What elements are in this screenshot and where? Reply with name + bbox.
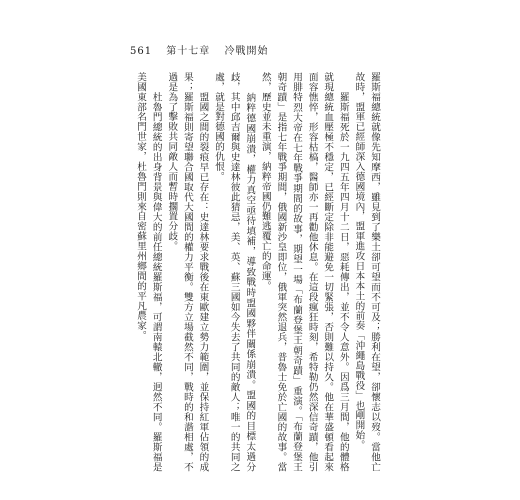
chapter-label: 第十七章 (166, 46, 211, 57)
page-number: 561 (130, 46, 153, 57)
paragraph: 納粹德國崩潰，權力真空亟待填補，導致戰時盟國夥伴關係崩潰。盟國的目標太過分歧，其中邱吉爾與史達林彼此猜忌，美、英、蘇三國如今失去了共同的敵人；唯一的共同之處，就是對德國的仇恨。 (213, 72, 256, 472)
body-text (135, 72, 382, 472)
paragraph: 杜魯門總統的出身背景與偉大的前任總統羅斯福，可謂南轅北轍，迥然不同。羅斯福是美國東部名門世家，杜魯門則來自密蘇里州鄉間的平凡農家。 (135, 72, 162, 472)
chapter-title: 冷戰開始 (224, 46, 269, 57)
paragraph: 盟國之間的裂痕早已存在：史達林要求戰後在東歐建立勢力範圍，並保持紅軍佔領的成果；羅斯福則寄望聯合國取代大國間的權力平衡。雙方立場截然不同，戰時的和諧相處，不過是為了擊敗共同敵人而暫時擱置分歧。 (166, 72, 209, 472)
page-header (130, 42, 268, 57)
paragraph: 羅斯福死於一九四五年四月十二日，惡耗傳出，並不令人意外。因爲三月間，他的體格就現總統血壓極不穩定，已經斷定除非能避免一切緊張，否則難以持久。他在華盛頓看起來面容憔悴，形容枯槁，醫師亦一再勸他休息。在這段瘋狂時刻，希特勒仍然深信奇蹟，他引用腓特烈大帝在七年戰爭期間的故事，期望一場「布蘭登堡王朝奇蹟」重演。「布蘭登堡王朝奇蹟」是指七年戰爭期間，俄國新沙皇即位，俄軍突然退兵，普魯士免於亡國的故事。當然，歷史並未重演，納粹帝國仍難逃覆亡的命運。 (259, 72, 349, 472)
paragraph: 羅斯福總統就像先知摩西，雖見到了樂土卻可望而不可及；勝利在望，卻懷志以歿。當他亡故時，盟軍已經師深入德國境內，盟軍進攻日本本土的前奏「沖繩島戰役」也剛開始。 (353, 72, 380, 472)
